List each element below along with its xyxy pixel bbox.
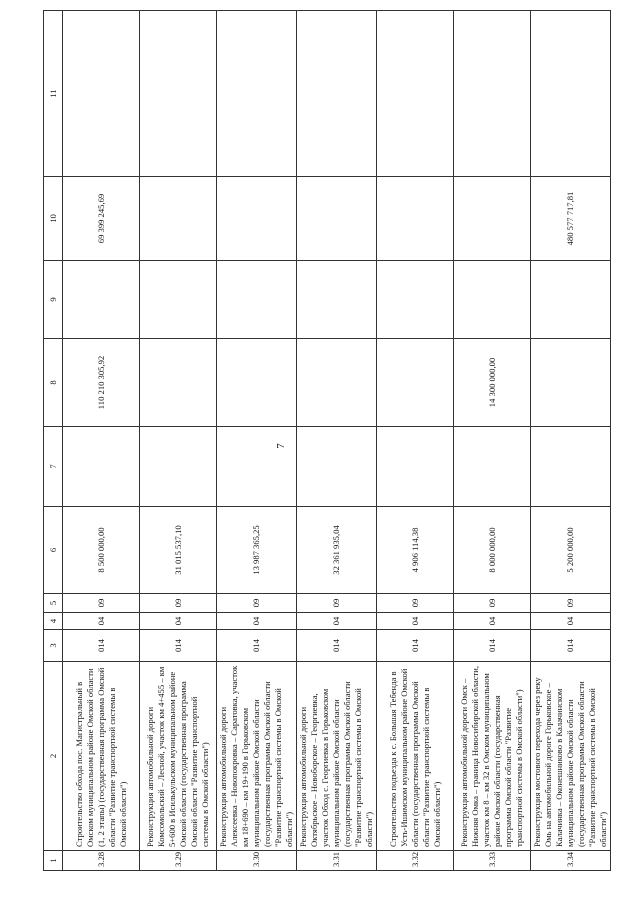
amount-col6: 5 200 000,00 [531, 507, 611, 594]
object-name: Строительство обхода пос. Магистральный в Омском муниципальном районе Омской области (1, 2 этапы) (государственная программа Омской области "Развитие транспортной системы в Омской области") [63, 662, 140, 851]
amount-col9 [217, 261, 297, 339]
code-col3: 014 [140, 630, 217, 662]
row-number: 3.33 [454, 851, 531, 871]
header-cell: 2 [44, 662, 63, 851]
amount-col9 [454, 261, 531, 339]
code-col5: 09 [63, 594, 140, 613]
amount-col9 [297, 261, 377, 339]
code-col3: 014 [297, 630, 377, 662]
amount-col10 [140, 177, 217, 261]
object-name: Реконструкция автомобильной дороги Омск – Нижняя Омка – граница Новосибирской области, участок км 8 – км 32 в Омском муниципальном районе Омской области (государственная программа Омской области "Развитие транспортной системы в Омской области") [454, 662, 531, 851]
object-name: Реконструкция автомобильной дороги Комсомольский – Лесной, участок км 4+455 – км 5+600 в Исилькульском муниципальном районе Омской области (государственная программа Омской области "Развитие транспортной системы в Омской области") [140, 662, 217, 851]
header-cell: 11 [44, 11, 63, 177]
code-col5: 09 [454, 594, 531, 613]
amount-col9 [377, 261, 454, 339]
header-cell: 8 [44, 339, 63, 427]
header-cell: 4 [44, 613, 63, 630]
amount-col7 [377, 427, 454, 507]
amount-col6: 8 000 000,00 [454, 507, 531, 594]
code-col4: 04 [217, 613, 297, 630]
rotated-page [43, 31, 621, 871]
table-row [63, 11, 140, 871]
object-name: Реконструкция автомобильной дороги Октябрьское – Новоборское – Георгиевка, участок Обход с. Георгиевка в Горьковском муниципальном районе Омской области (государственная программа Омской области "Развитие транспортной системы в Омской области") [297, 662, 377, 851]
amount-col9 [531, 261, 611, 339]
amount-col8 [217, 339, 297, 427]
header-cell: 10 [44, 177, 63, 261]
table-row [140, 11, 217, 871]
amount-col8 [377, 339, 454, 427]
amount-col11 [297, 11, 377, 177]
amount-col8: 14 300 000,00 [454, 339, 531, 427]
amount-col9 [63, 261, 140, 339]
amount-col8 [140, 339, 217, 427]
amount-col8: 110 210 305,92 [63, 339, 140, 427]
amount-col9 [140, 261, 217, 339]
code-col4: 04 [297, 613, 377, 630]
code-col3: 014 [377, 630, 454, 662]
header-cell: 6 [44, 507, 63, 594]
code-col5: 09 [531, 594, 611, 613]
amount-col7 [297, 427, 377, 507]
amount-col11 [140, 11, 217, 177]
amount-col10: 69 399 245,69 [63, 177, 140, 261]
header-cell: 5 [44, 594, 63, 613]
table-row [217, 11, 297, 871]
table-row [531, 11, 611, 871]
amount-col11 [377, 11, 454, 177]
row-number: 3.32 [377, 851, 454, 871]
table-row [454, 11, 531, 871]
code-col4: 04 [377, 613, 454, 630]
amount-col7 [454, 427, 531, 507]
code-col4: 04 [140, 613, 217, 630]
amount-col7 [140, 427, 217, 507]
amount-col10: 480 577 717,81 [531, 177, 611, 261]
page-number: 7 [275, 443, 287, 449]
amount-col8 [531, 339, 611, 427]
code-col3: 014 [454, 630, 531, 662]
code-col5: 09 [140, 594, 217, 613]
amount-col6: 31 015 537,10 [140, 507, 217, 594]
header-cell: 3 [44, 630, 63, 662]
amount-col8 [297, 339, 377, 427]
amount-col10 [454, 177, 531, 261]
header-row [44, 11, 63, 871]
header-cell: 7 [44, 427, 63, 507]
amount-col11 [217, 11, 297, 177]
row-number: 3.30 [217, 851, 297, 871]
landscape-table-frame [43, 31, 621, 871]
code-col3: 014 [217, 630, 297, 662]
code-col4: 04 [531, 613, 611, 630]
amount-col11 [454, 11, 531, 177]
code-col4: 04 [63, 613, 140, 630]
budget-table [43, 10, 611, 871]
header-cell: 9 [44, 261, 63, 339]
code-col5: 09 [377, 594, 454, 613]
amount-col6: 13 987 365,25 [217, 507, 297, 594]
row-number: 3.31 [297, 851, 377, 871]
row-number: 3.28 [63, 851, 140, 871]
table-row [377, 11, 454, 871]
amount-col10 [377, 177, 454, 261]
code-col3: 014 [63, 630, 140, 662]
amount-col7 [531, 427, 611, 507]
amount-col6: 32 361 935,04 [297, 507, 377, 594]
code-col4: 04 [454, 613, 531, 630]
amount-col11 [531, 11, 611, 177]
amount-col10 [217, 177, 297, 261]
object-name: Строительство подъезда к с. Большая Тебенда в Усть-Ишимском муниципальном районе Омской области (государственная программа Омской области "Развитие транспортной системы в Омской области") [377, 662, 454, 851]
code-col5: 09 [297, 594, 377, 613]
amount-col11 [63, 11, 140, 177]
header-cell: 1 [44, 851, 63, 871]
table-row [297, 11, 377, 871]
amount-col10 [297, 177, 377, 261]
row-number: 3.29 [140, 851, 217, 871]
amount-col6: 4 906 114,38 [377, 507, 454, 594]
object-name: Реконструкция мостового перехода через реку Омь на автомобильной дороге Горьковское – Калачинка – Оконешниково в Калачинском муниципальном районе Омской области (государственная программа Омской области "Развитие транспортной системы в Омской области") [531, 662, 611, 851]
row-number: 3.34 [531, 851, 611, 871]
code-col3: 014 [531, 630, 611, 662]
amount-col6: 8 500 000,00 [63, 507, 140, 594]
object-name: Реконструкция автомобильной дороги Алексеевка – Новопокровка – Саратовка, участок км 18+690 – км 19+190 в Горьковском муниципальном районе Омской области (государственная программа Омской области "Развитие транспортной системы в Омской области") [217, 662, 297, 851]
amount-col7 [217, 427, 297, 507]
code-col5: 09 [217, 594, 297, 613]
amount-col7 [63, 427, 140, 507]
